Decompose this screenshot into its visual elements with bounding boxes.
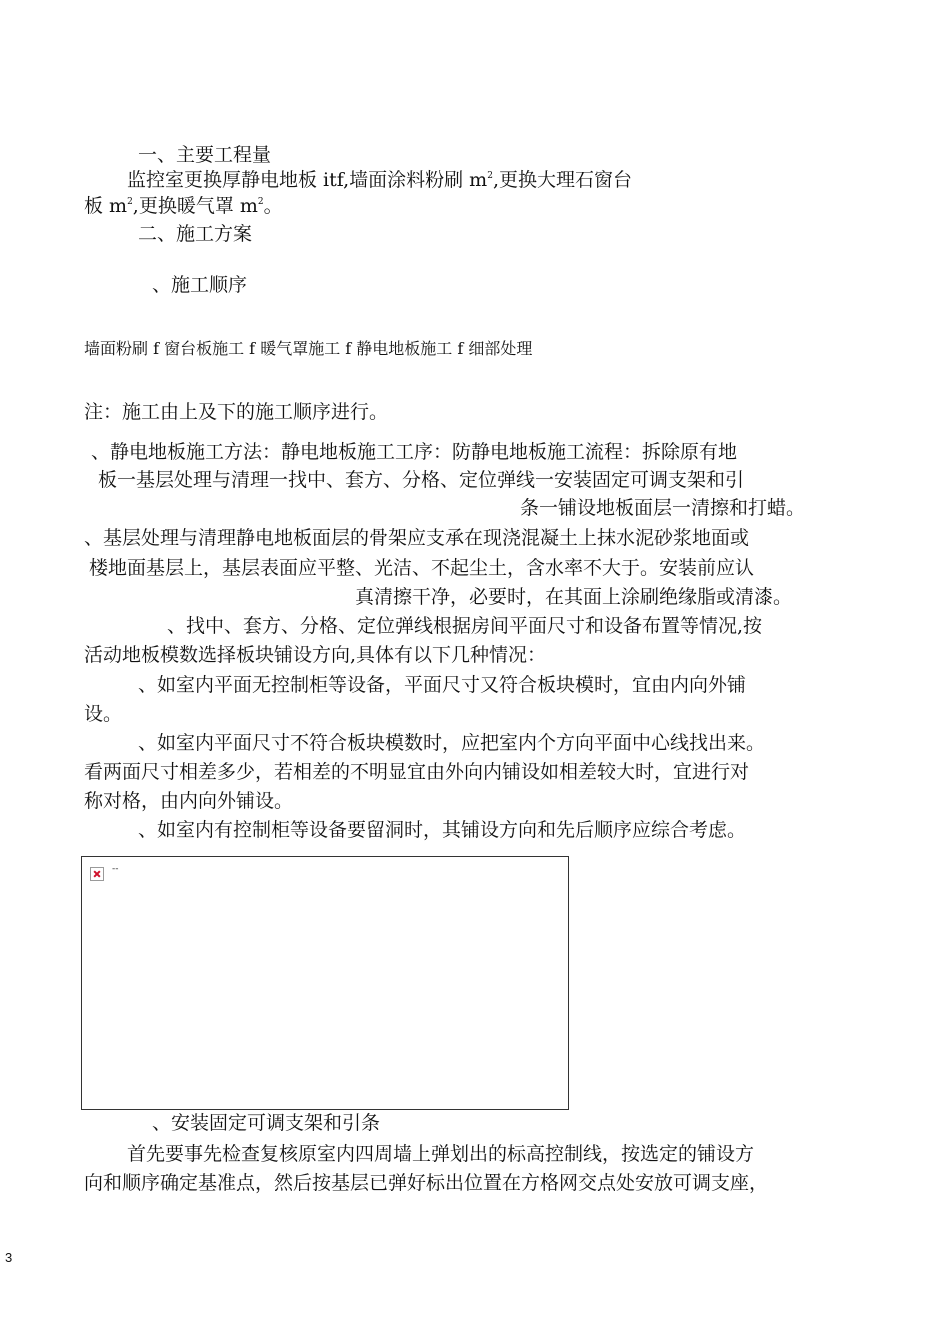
floor-method-line-1: 、静电地板施工方法：静电地板施工工序：防静电地板施工流程：拆除原有地 [91, 441, 738, 463]
layout-case-1-a: 、如室内平面无控制柜等设备，平面尺寸又符合板块模时，宜由内向外铺 [138, 674, 747, 696]
layout-line-2: 活动地板模数选择板块铺设方向,具体有以下几种情况： [84, 644, 547, 666]
superscript-2: 2 [127, 197, 133, 207]
section-heading-quantities: 一、主要工程量 [138, 144, 272, 166]
page-number: 3 [5, 1250, 13, 1265]
layout-case-2-b: 看两面尺寸相差多少，若相差的不明显宜由外向内铺设如相差较大时，宜进行对 [84, 761, 750, 783]
superscript-2: 2 [257, 197, 264, 207]
quantities-text-line-2 [84, 194, 283, 218]
floor-method-line-2: 板一基层处理与清理一找中、套方、分格、定位弹线一安装固定可调支架和引 [98, 469, 745, 491]
superscript-2: 2 [487, 171, 493, 181]
support-install-line-1: 首先要事先检查复核原室内四周墙上弹划出的标高控制线，按选定的铺设方 [127, 1143, 755, 1165]
quantities-text-line-1 [127, 168, 632, 192]
base-treatment-line-3: 真清擦干净，必要时，在其面上涂刷绝缘脂或清漆。 [355, 586, 793, 608]
support-install-heading: 、安装固定可调支架和引条 [152, 1112, 381, 1134]
quantities-text-c: 板 m [84, 195, 128, 217]
image-placeholder [81, 856, 569, 1110]
quantities-text-e: 。 [263, 195, 283, 217]
layout-case-1-b: 设。 [84, 703, 123, 725]
support-install-line-2: 向和顺序确定基准点，然后按基层已弹好标出位置在方格网交点处安放可调支座， [84, 1172, 769, 1194]
broken-image-icon [90, 867, 104, 881]
quantities-text-b: ,更换大理石窗台 [492, 169, 632, 191]
layout-case-2-a: 、如室内平面尺寸不符合板块模数时，应把室内个方向平面中心线找出来。 [138, 732, 766, 754]
subheading-sequence: 、施工顺序 [152, 274, 248, 296]
image-alt-text: -- [112, 864, 119, 874]
quantities-text-d: ,更换暖气罩 m [132, 195, 258, 217]
base-treatment-line-1: 、基层处理与清理静电地板面层的骨架应支承在现浇混凝土上抹水泥砂浆地面或 [84, 527, 750, 549]
section-heading-plan: 二、施工方案 [138, 223, 253, 245]
layout-line-1: 、找中、套方、分格、定位弹线根据房间平面尺寸和设备布置等情况,按 [167, 615, 763, 637]
sequence-note: 注：施工由上及下的施工顺序进行。 [84, 401, 389, 423]
construction-sequence: 墙面粉刷 f 窗台板施工 f 暖气罩施工 f 静电地板施工 f 细部处理 [84, 339, 533, 358]
layout-case-3: 、如室内有控制柜等设备要留洞时，其铺设方向和先后顺序应综合考虑。 [138, 819, 747, 841]
layout-case-2-c: 称对格，由内向外铺设。 [84, 790, 294, 812]
floor-method-line-3: 条一铺设地板面层一清擦和打蜡。 [520, 497, 806, 519]
quantities-text-a: 监控室更换厚静电地板 itf,墙面涂料粉刷 m [127, 169, 488, 191]
base-treatment-line-2: 楼地面基层上，基层表面应平整、光洁、不起尘土，含水率不大于。安装前应认 [89, 557, 755, 579]
